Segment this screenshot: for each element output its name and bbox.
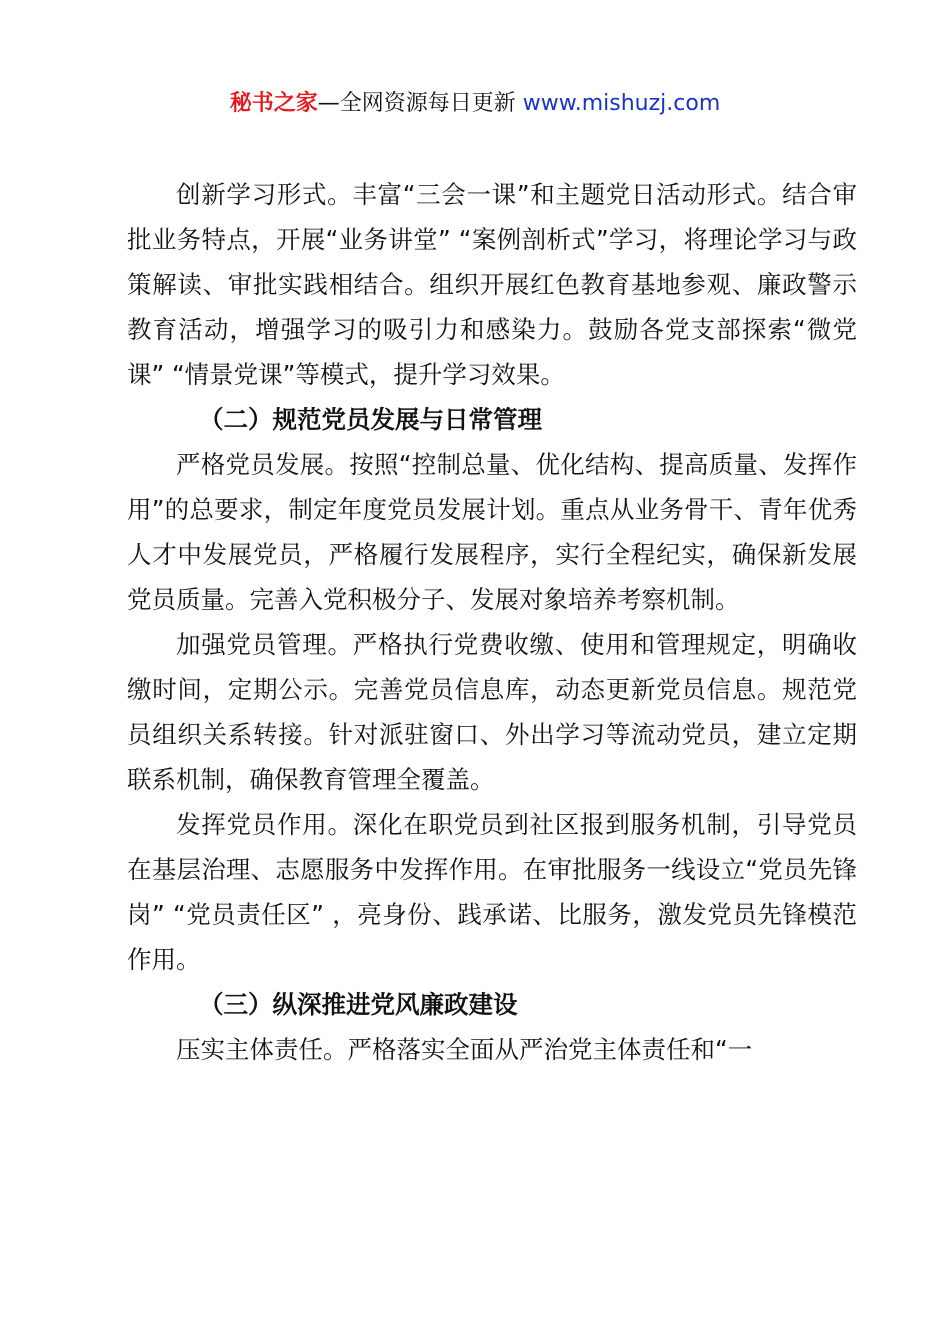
paragraph-member-role: 发挥党员作用。深化在职党员到社区报到服务机制，引导党员在基层治理、志愿服务中发挥作用。在审批服务一线设立“党员先锋岗” “党员责任区” ，亮身份、践承诺、比服务，激发党员先锋模范作用。 [127, 810, 857, 974]
paragraph-main-responsibility: 压实主体责任。严格落实全面从严治党主体责任和“一 [176, 1035, 753, 1064]
paragraph-member-management: 加强党员管理。严格执行党费收缴、使用和管理规定，明确收缴时间，定期公示。完善党员信息库，动态更新党员信息。规范党员组织关系转接。针对派驻窗口、外出学习等流动党员，建立定期联系机制，确保教育管理全覆盖。 [127, 630, 857, 794]
paragraph-member-development: 严格党员发展。按照“控制总量、优化结构、提高质量、发挥作用”的总要求，制定年度党员发展计划。重点从业务骨干、青年优秀人才中发展党员，严格履行发展程序，实行全程纪实，确保新发展党员质量。完善入党积极分子、发展对象培养考察机制。 [127, 450, 857, 614]
page-header [0, 88, 950, 120]
header-tagline: —全网资源每日更新 [317, 91, 523, 116]
section-heading-member-management: （二）规范党员发展与日常管理 [199, 405, 542, 434]
document-body [127, 172, 857, 1072]
paragraph-study-format: 创新学习形式。丰富“三会一课”和主题党日活动形式。结合审批业务特点，开展“业务讲堂” “案例剖析式”学习，将理论学习与政策解读、审批实践相结合。组织开展红色教育基地参观、廉政警示教育活动，增强学习的吸引力和感染力。鼓励各党支部探索“微党课” “情景党课”等模式，提升学习效果。 [127, 180, 857, 389]
brand-name: 秘书之家 [229, 91, 318, 116]
website-link[interactable]: www.mishuzj.com [522, 91, 721, 116]
section-heading-integrity: （三）纵深推进党风廉政建设 [199, 990, 518, 1019]
